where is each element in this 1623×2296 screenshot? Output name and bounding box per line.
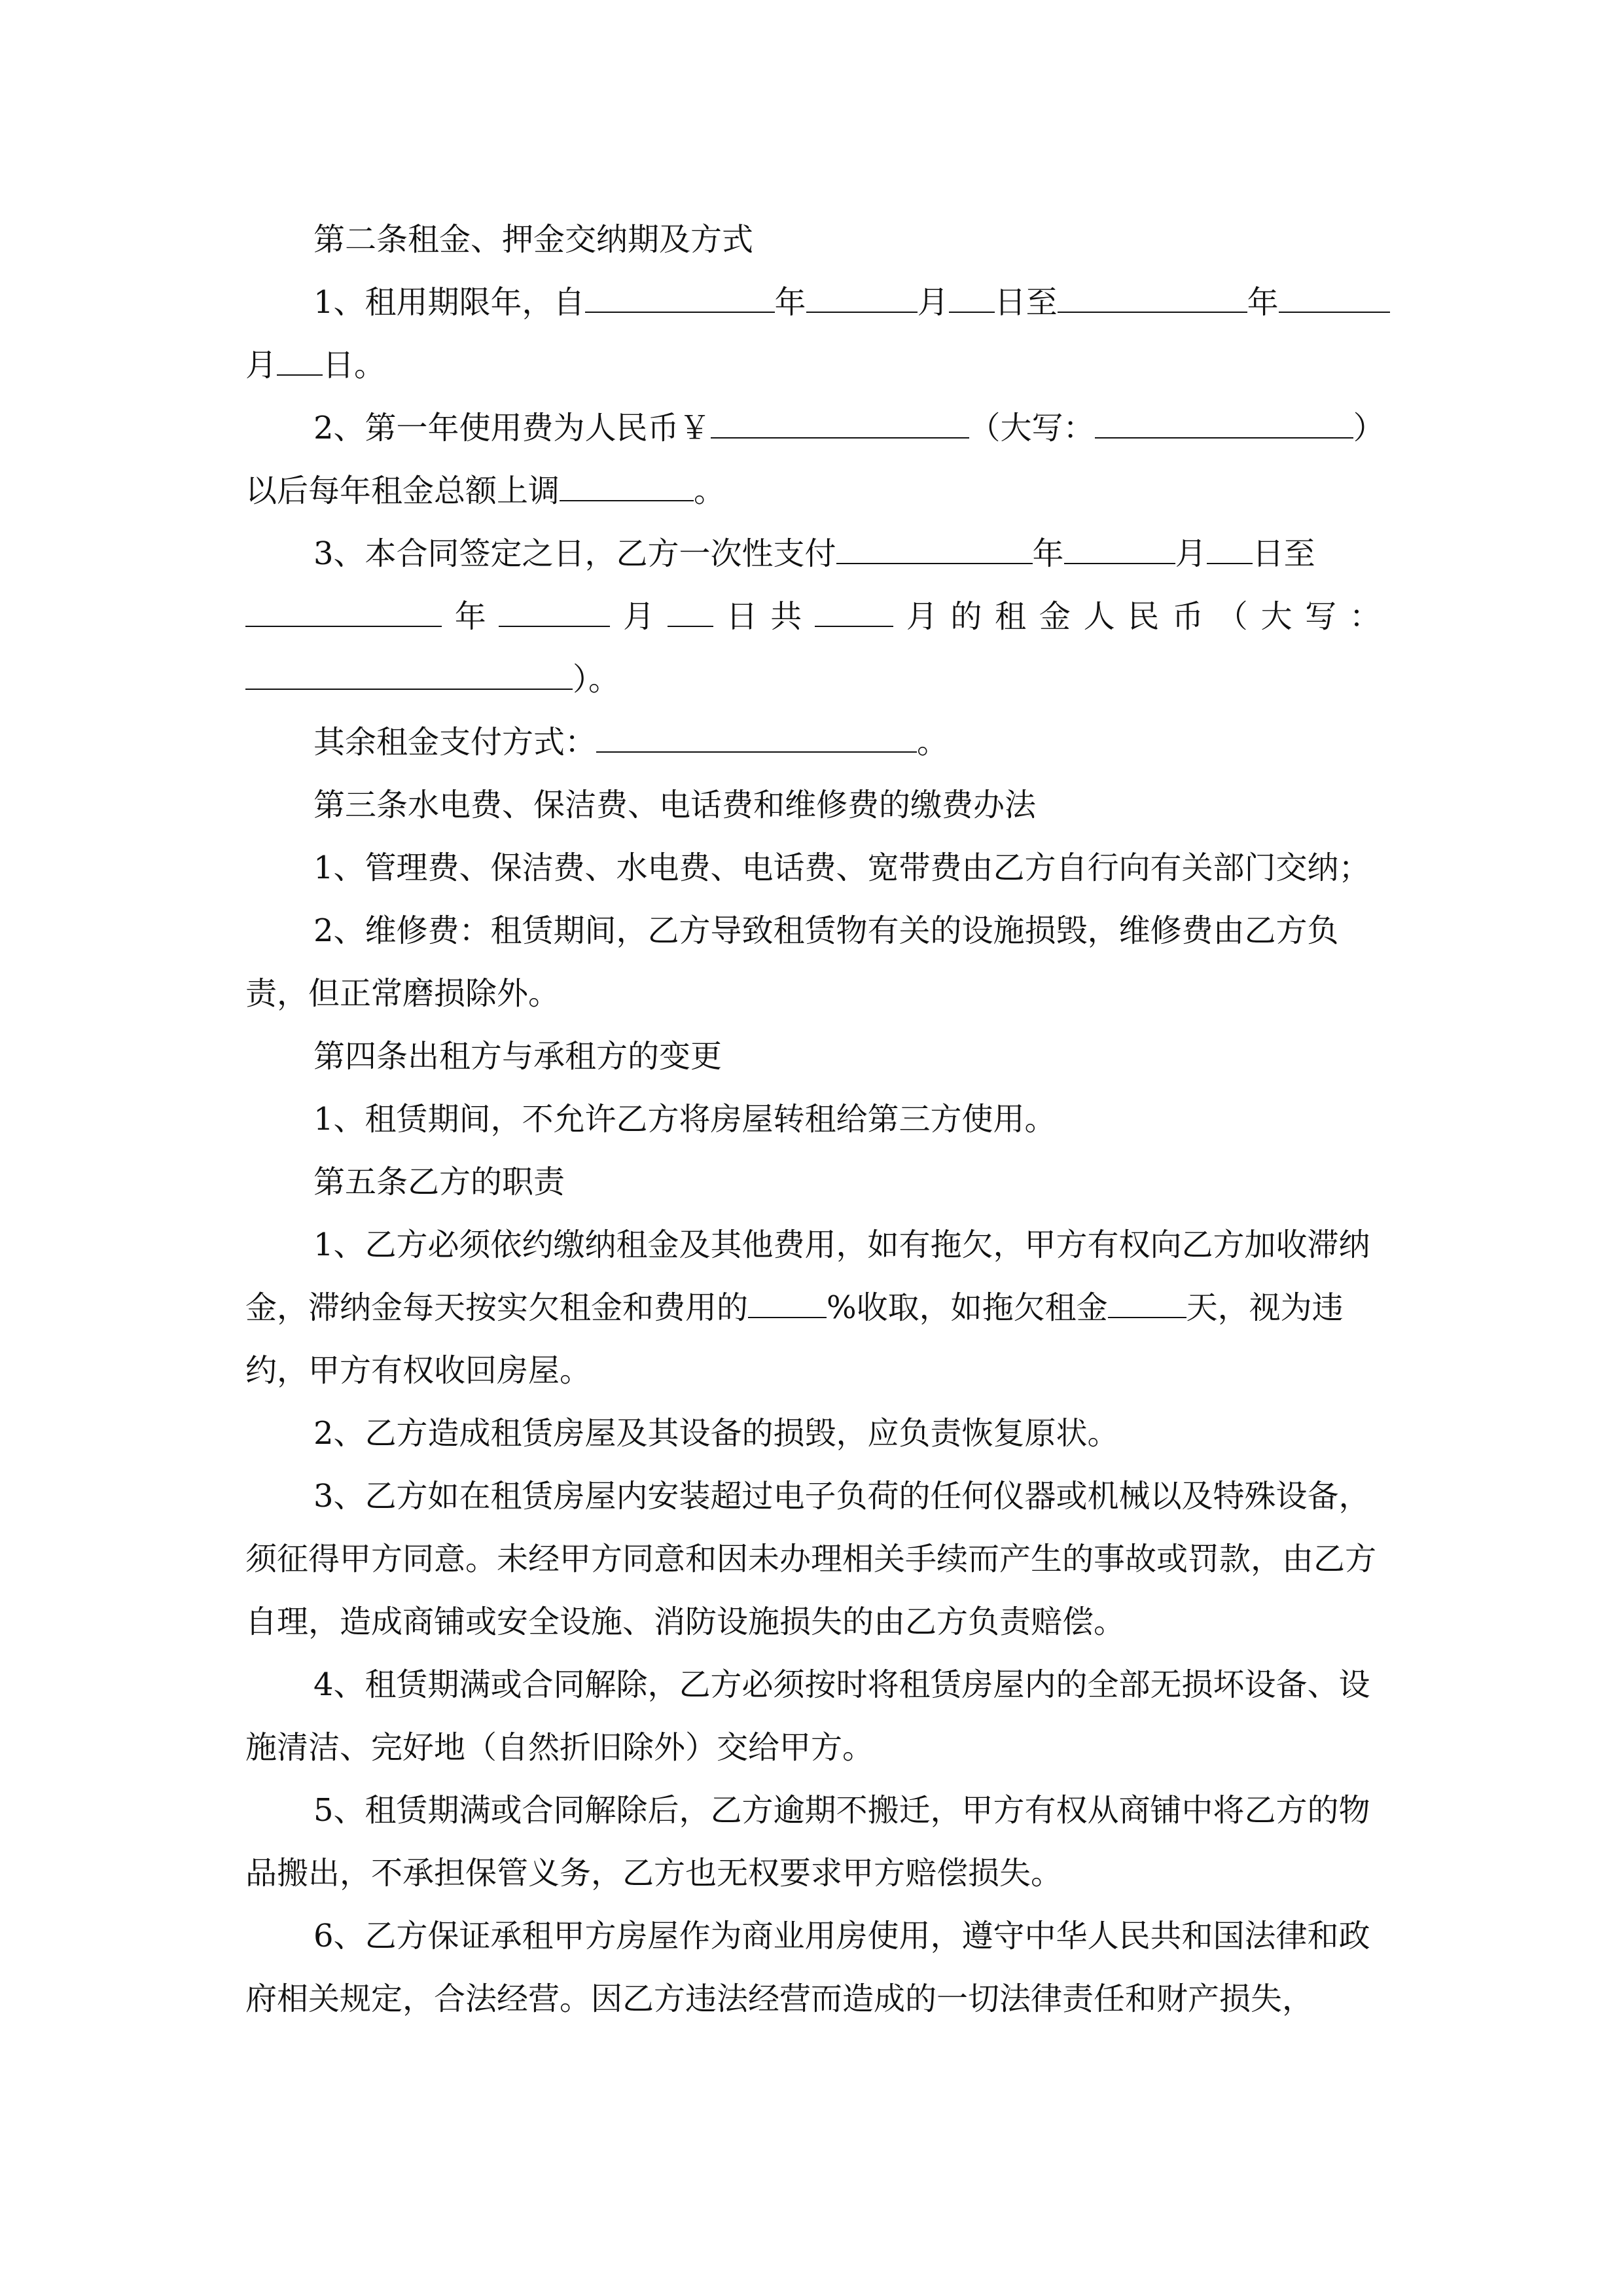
year-label: 年 [1032, 535, 1064, 572]
end-year-blank[interactable] [1058, 285, 1247, 313]
start-day-blank[interactable] [949, 285, 995, 313]
item-3-line-1 [245, 522, 1381, 585]
rmb-amount-blank[interactable] [711, 411, 969, 439]
total-label: 共 [770, 598, 802, 635]
tail-char: 大 [1260, 598, 1293, 635]
tail-char: 月 [906, 598, 938, 635]
tail-char: 租 [995, 598, 1027, 635]
tail-char: 的 [950, 598, 982, 635]
tail-char: 人 [1083, 598, 1115, 635]
article-3-heading: 第三条水电费、保洁费、电话费和维修费的缴费办法 [313, 787, 1037, 823]
pay-end-month-blank[interactable] [499, 600, 610, 627]
month-label: 月 [623, 598, 655, 635]
annual-increase-blank[interactable] [560, 474, 694, 501]
pay-end-day-blank[interactable] [668, 600, 713, 627]
item-3-line-3 [245, 648, 1381, 711]
article-5-item: 6、乙方保证承租甲方房屋作为商业用房使用，遵守中华人民共和国法律和政府相关规定，合法经营。因乙方违法经营而造成的一切法律责任和财产损失， [245, 1918, 1370, 2017]
day-label: 日。 [323, 347, 386, 384]
item-1-prefix: 1、租用期限年，自 [313, 284, 585, 321]
item-3-line-2 [245, 585, 1381, 648]
annual-increase-label: 以后每年租金总额上调 [245, 473, 560, 509]
article-3-item: 2、维修费：租赁期间，乙方导致租赁物有关的设施损毁，维修费由乙方负责，但正常磨损除外。 [245, 912, 1339, 1012]
pay-end-year-blank[interactable] [245, 600, 442, 627]
pay-start-day-blank[interactable] [1207, 537, 1253, 564]
article-5-item: 3、乙方如在租赁房屋内安装超过电子负荷的任何仪器或机械以及特殊设备，须征得甲方同意。未经甲方同意和因未办理相关手续而产生的事故或罚款，由乙方自理，造成商铺或安全设施、消防设施损失的由乙方负责赔偿。 [245, 1478, 1377, 1640]
day-label: 日 [726, 598, 758, 635]
capital-label: （大写： [969, 410, 1095, 446]
end-day-blank[interactable] [277, 348, 323, 376]
item-1-line-1 [245, 271, 1381, 334]
month-label: 月 [917, 284, 949, 321]
late-fee-text: 1、乙方必须依约缴纳租金及其他费用，如有拖欠，甲方有权向乙方加收滞纳金，滞纳金每天按实欠租金和费用的 [245, 1227, 1370, 1326]
month-label: 月 [245, 347, 277, 384]
day-to-label: 日至 [994, 284, 1058, 321]
article-5-item-1 [245, 1213, 1381, 1402]
late-fee-text: 天，视为违约，甲方有权收回房屋。 [245, 1289, 1344, 1389]
tail-char: （ [1216, 598, 1248, 635]
tail-char: 民 [1128, 598, 1160, 635]
period-mark: 。 [917, 724, 949, 761]
tail-char: 写 [1305, 598, 1337, 635]
article-5-heading: 第五条乙方的职责 [313, 1164, 565, 1200]
article-2-item-2 [245, 397, 1385, 522]
rmb-capital-blank[interactable] [1095, 411, 1353, 439]
months-count-blank[interactable] [815, 600, 893, 627]
article-4-heading: 第四条出租方与承租方的变更 [313, 1038, 722, 1075]
article-2-item-1 [245, 271, 1381, 397]
article-2-heading: 第二条租金、押金交纳期及方式 [313, 221, 754, 258]
article-5-item: 2、乙方造成租赁房屋及其设备的损毁，应负责恢复原状。 [313, 1415, 1119, 1452]
item-2-line-1 [245, 397, 1385, 459]
overdue-days-blank[interactable] [1108, 1291, 1186, 1318]
article-5-item: 5、租赁期满或合同解除后，乙方逾期不搬迁，甲方有权从商铺中将乙方的物品搬出，不承担保管义务，乙方也无权要求甲方赔偿损失。 [245, 1792, 1370, 1892]
day-to-label: 日至 [1252, 535, 1315, 572]
item-1-line-2 [245, 334, 1381, 397]
year-label: 年 [1247, 284, 1279, 321]
month-label: 月 [1175, 535, 1207, 572]
tail-char: 金 [1039, 598, 1071, 635]
pay-start-year-blank[interactable] [836, 537, 1033, 564]
tail-char: 币 [1172, 598, 1204, 635]
article-4-item: 1、租赁期间，不允许乙方将房屋转租给第三方使用。 [313, 1101, 1056, 1138]
late-fee-percent-blank[interactable] [748, 1291, 827, 1318]
close-paren: ） [1353, 410, 1385, 446]
article-2-item-3 [245, 522, 1381, 711]
remaining-payment-label: 其余租金支付方式： [313, 724, 597, 761]
end-month-blank[interactable] [1279, 285, 1390, 313]
document-body [245, 208, 1385, 2030]
year-label: 年 [774, 284, 806, 321]
start-year-blank[interactable] [585, 285, 775, 313]
item-3-prefix: 3、本合同签定之日，乙方一次性支付 [313, 535, 836, 572]
remaining-payment [245, 711, 1381, 774]
article-3-item: 1、管理费、保洁费、水电费、电话费、宽带费由乙方自行向有关部门交纳； [313, 850, 1370, 886]
late-fee-text: %收取，如拖欠租金 [827, 1289, 1108, 1326]
start-month-blank[interactable] [806, 285, 918, 313]
pay-start-month-blank[interactable] [1064, 537, 1175, 564]
article-5-item: 4、租赁期满或合同解除，乙方必须按时将租赁房屋内的全部无损坏设备、设施清洁、完好地（自然折旧除外）交给甲方。 [245, 1666, 1370, 1766]
item-2-line-2 [245, 459, 1381, 522]
item-2-prefix: 2、第一年使用费为人民币￥ [313, 410, 711, 446]
close-paren-period: ）。 [573, 661, 620, 698]
pay-capital-blank[interactable] [245, 662, 573, 690]
tail-char: ： [1349, 598, 1381, 635]
year-label: 年 [454, 598, 486, 635]
period-mark: 。 [694, 473, 726, 509]
remaining-payment-blank[interactable] [596, 725, 917, 753]
